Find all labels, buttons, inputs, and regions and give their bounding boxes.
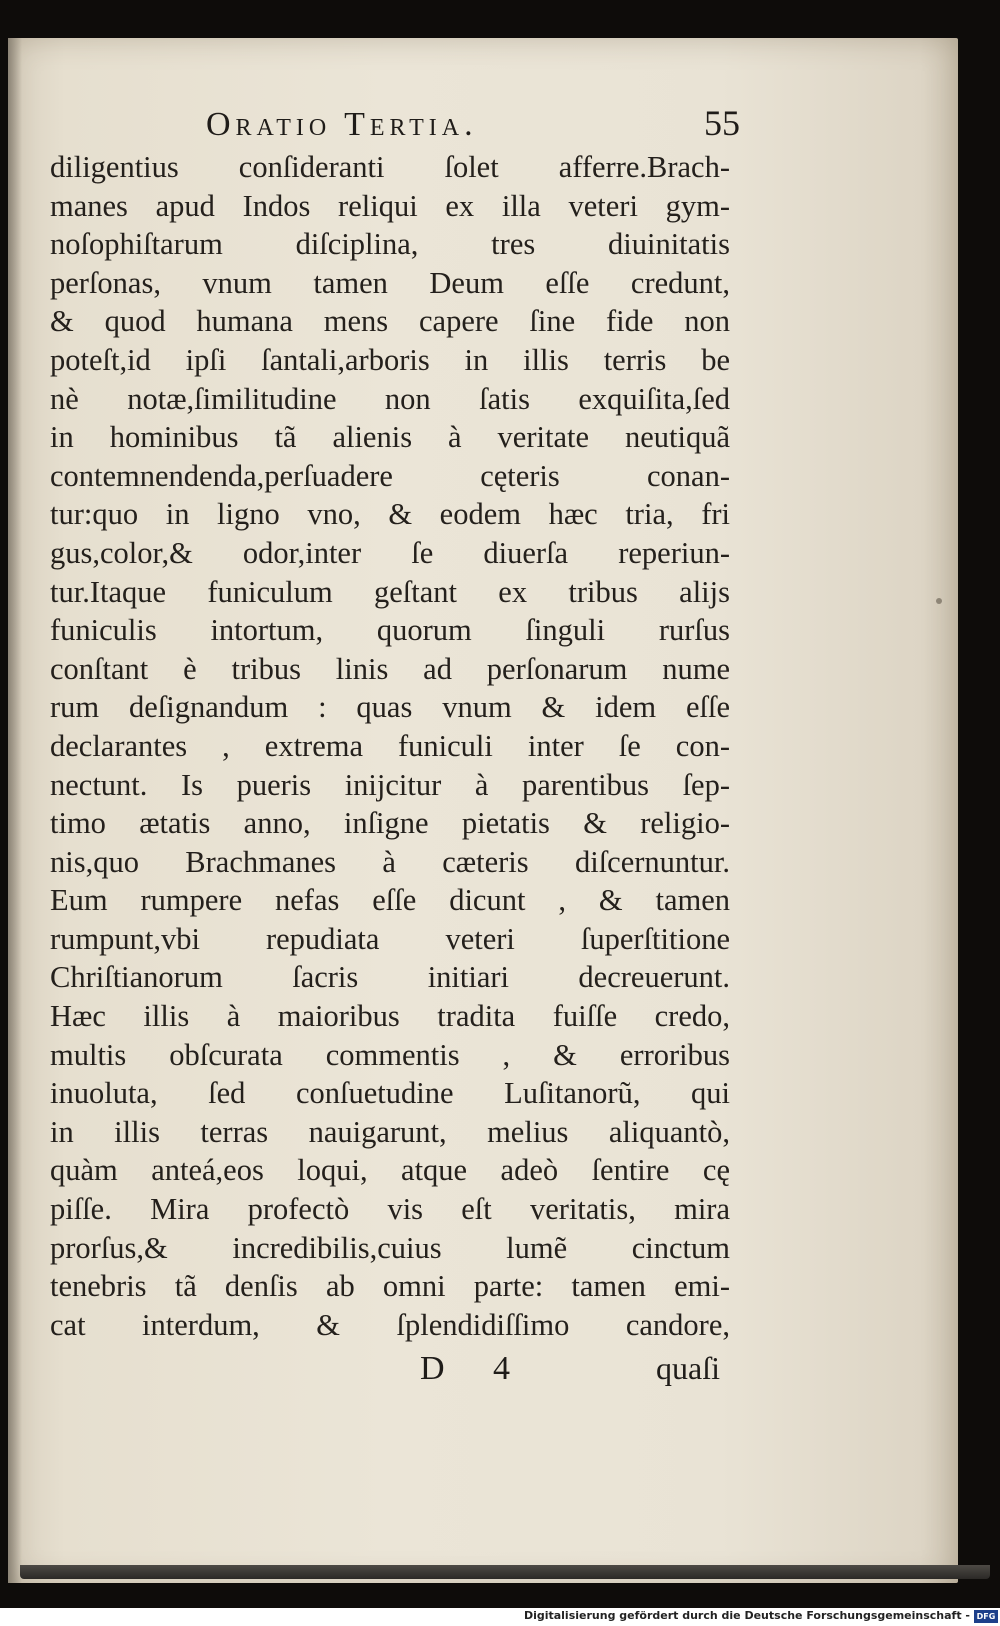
text-line: in illis terras nauigarunt, melius aliquantò, <box>50 1114 730 1149</box>
text-line: manes apud Indos reliqui ex illa veteri gym- <box>50 188 730 223</box>
text-line: tur:quo in ligno vno, & eodem hæc tria, fri <box>50 497 730 532</box>
text-line: prorſus,& incredibilis,cuius lumẽ cinctum <box>50 1230 730 1265</box>
text-line: in hominibus tã alienis à veritate neutiquã <box>50 420 730 455</box>
text-line: diligentius conſideranti ſolet afferre.Brach- <box>50 150 730 184</box>
paper-speck <box>936 598 942 604</box>
text-line: Chriſtianorum ſacris initiari decreuerunt. <box>50 960 730 995</box>
text-line: declarantes , extrema funiculi inter ſe con- <box>50 728 730 763</box>
credit-bar <box>0 1608 1000 1626</box>
text-line: Hæc illis à maioribus tradita fuiſſe credo, <box>50 999 730 1034</box>
text-line: timo ætatis anno, inſigne pietatis & religio- <box>50 806 730 841</box>
book-bottom-edge <box>20 1565 990 1579</box>
text-line: conſtant è tribus linis ad perſonarum nume <box>50 651 730 686</box>
text-line: Eum rumpere nefas eſſe dicunt , & tamen <box>50 883 730 918</box>
text-line: nectunt. Is pueris inijcitur à parentibus ſep- <box>50 767 730 802</box>
text-line: tenebris tã denſis ab omni parte: tamen emi- <box>50 1269 730 1304</box>
text-line: nè notæ,ſimilitudine non ſatis exquiſita,ſed <box>50 381 730 416</box>
page-footer <box>420 1350 720 1400</box>
catchword: quaſi <box>656 1350 720 1386</box>
text-line: multis obſcurata commentis , & erroribus <box>50 1037 730 1072</box>
text-line: tur.Itaque funiculum geſtant ex tribus alijs <box>50 574 730 609</box>
text-line: quàm anteá,eos loqui, atque adeò ſentire cę <box>50 1153 730 1188</box>
text-line: cat interdum, & ſplendidiſſimo candore, <box>50 1307 730 1342</box>
text-line: piſſe. Mira profectò vis eſt veritatis, mira <box>50 1192 730 1227</box>
text-line: inuoluta, ſed conſuetudine Luſitanorũ, qui <box>50 1076 730 1111</box>
digitization-credit: Digitalisierung gefördert durch die Deutsche Forschungsgemeinschaft - <box>523 1609 970 1622</box>
text-line: perſonas, vnum tamen Deum eſſe credunt, <box>50 265 730 300</box>
dfg-logo-icon: DFG <box>974 1610 998 1623</box>
text-line: noſophiſtarum diſciplina, tres diuinitatis <box>50 227 730 262</box>
text-line: & quod humana mens capere ſine fide non <box>50 304 730 339</box>
page-number: 55 <box>704 103 740 143</box>
signature-mark: D 4 <box>420 1350 531 1387</box>
text-line: poteſt,id ipſi ſantali,arboris in illis terris be <box>50 342 730 377</box>
running-title: Oratio Tertia. <box>206 106 478 143</box>
text-line: nis,quo Brachmanes à cæteris diſcernuntur. <box>50 844 730 879</box>
text-line: gus,color,& odor,inter ſe diuerſa reperiun- <box>50 535 730 570</box>
page-header <box>200 100 740 150</box>
text-line: funiculis intortum, quorum ſinguli rurſus <box>50 613 730 648</box>
body-text <box>50 148 730 1344</box>
text-line: contemnendenda,perſuadere cęteris conan- <box>50 458 730 493</box>
text-line: rumpunt,vbi repudiata veteri ſuperſtitione <box>50 921 730 956</box>
text-line: rum deſignandum : quas vnum & idem eſſe <box>50 690 730 725</box>
